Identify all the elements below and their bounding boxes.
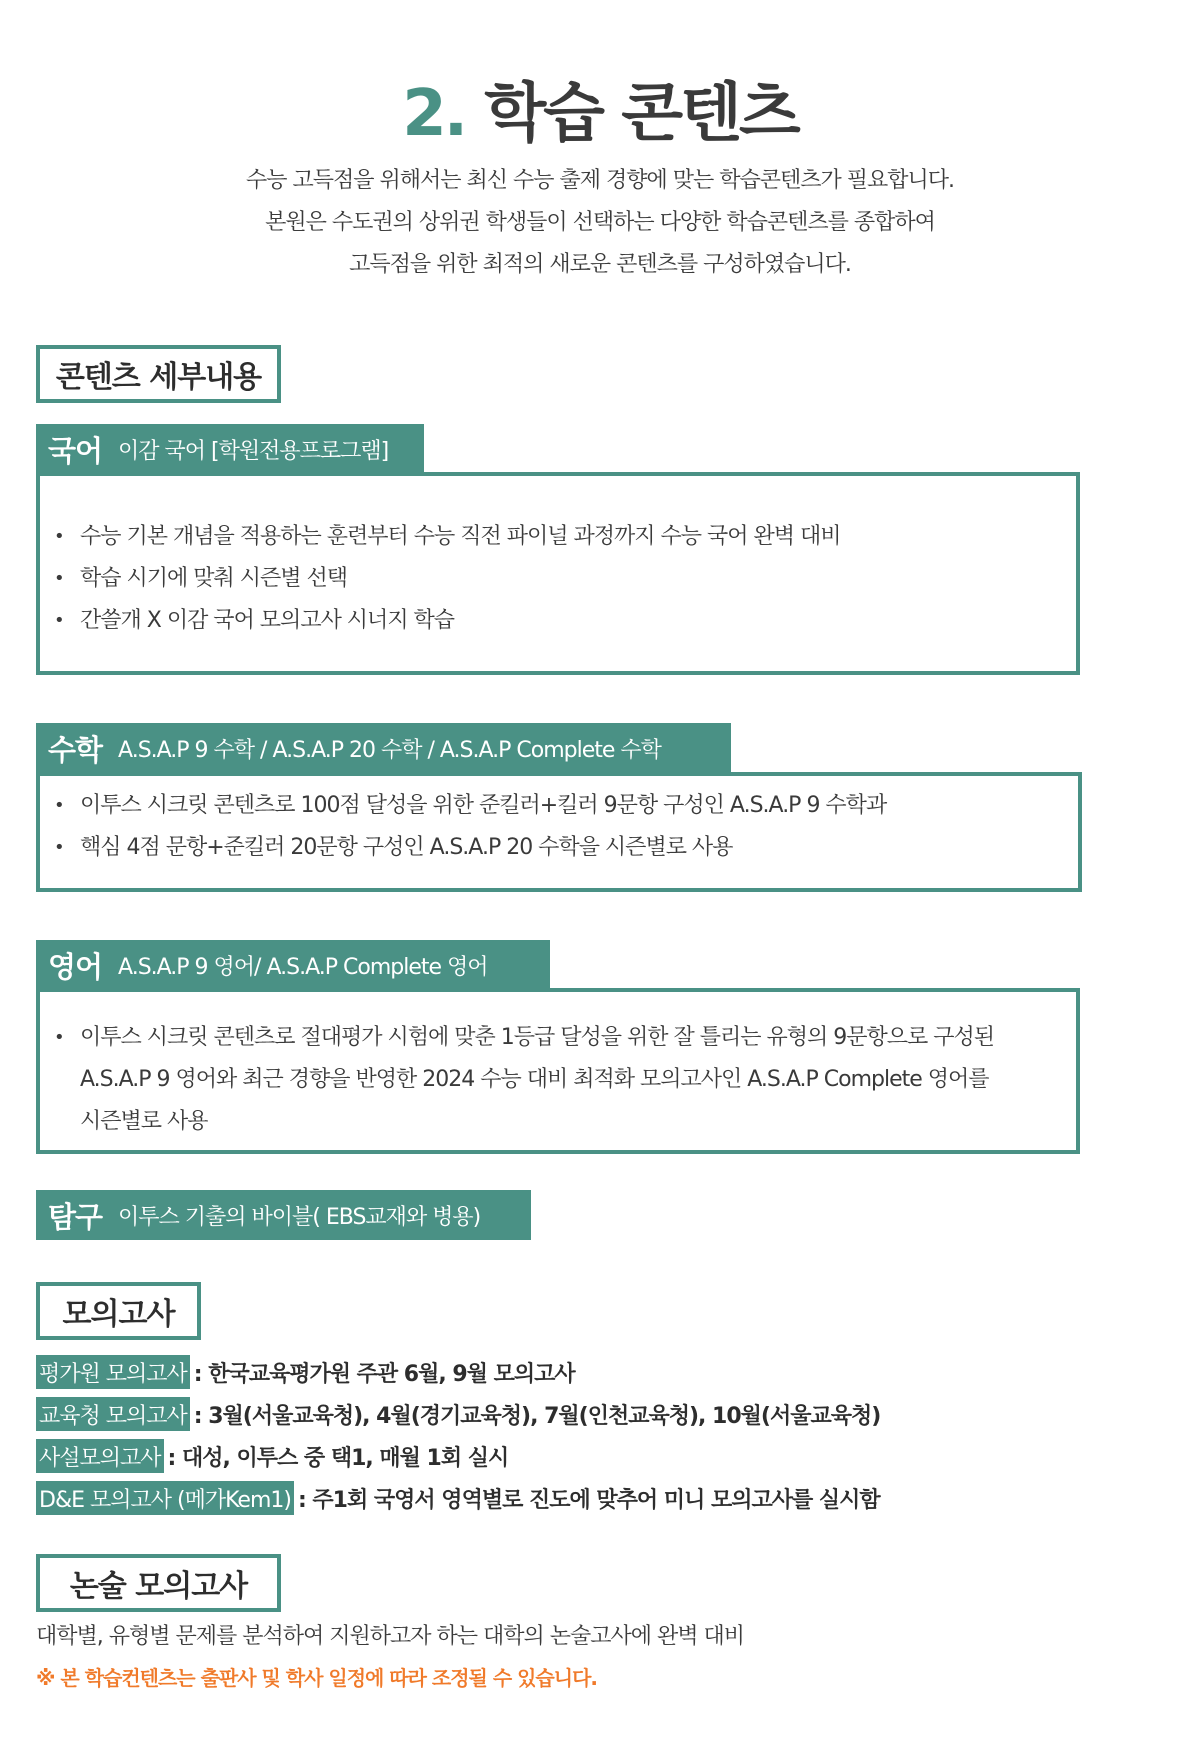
mock-exam-label: 사설모의고사 (36, 1439, 164, 1473)
korean-tab (36, 424, 424, 474)
mock-exam-text: : 주1회 국영서 영역별로 진도에 맞추어 미니 모의고사를 실시함 (297, 1487, 880, 1513)
mock-exam-row (36, 1438, 508, 1474)
inquiry-program: 이투스 기출의 바이블( EBS교재와 병용) (118, 1204, 481, 1230)
math-subject: 수학 (48, 732, 103, 767)
mock-exam-row (36, 1480, 880, 1516)
mock-exam-label: 평가원 모의고사 (36, 1355, 190, 1389)
list-item: • 이투스 시크릿 콘텐츠로 100점 달성을 위한 준킬러+킬러 9문항 구성인 A.S.A.P 9 수학과 (40, 785, 1078, 827)
intro-line: 본원은 수도권의 상위권 학생들이 선택하는 다양한 학습콘텐츠를 종합하여 (265, 210, 935, 235)
mock-exam-label: 교육청 모의고사 (36, 1397, 190, 1431)
english-tab (36, 940, 550, 990)
essay-heading: 논술 모의고사 (36, 1554, 281, 1612)
korean-list (40, 516, 1076, 642)
english-subject: 영어 (48, 949, 103, 984)
title-number: 2. (402, 77, 466, 151)
mock-exam-label: D&E 모의고사 (메가Kem1) (36, 1481, 294, 1515)
title-text: 학습 콘텐츠 (484, 77, 798, 151)
mock-exam-text: : 한국교육평가원 주관 6월, 9월 모의고사 (193, 1361, 575, 1387)
english-program: A.S.A.P 9 영어/ A.S.A.P Complete 영어 (118, 954, 488, 980)
inquiry-tab (36, 1190, 531, 1240)
math-list (40, 785, 1078, 869)
english-list (40, 1017, 1076, 1143)
adjustment-note: ※ 본 학습컨텐츠는 출판사 및 학사 일정에 따라 조정될 수 있습니다. (36, 1666, 597, 1690)
korean-box (36, 472, 1080, 675)
math-tab (36, 723, 731, 773)
intro-paragraph (0, 160, 1200, 286)
mock-exam-row (36, 1396, 880, 1432)
english-box (36, 988, 1080, 1154)
english-bullet-line: A.S.A.P 9 영어와 최근 경향을 반영한 2024 수능 대비 최적화 모의고사인 A.S.A.P Complete 영어를 (80, 1067, 989, 1092)
intro-line: 고득점을 위한 최적의 새로운 콘텐츠를 구성하였습니다. (349, 252, 851, 277)
math-program: A.S.A.P 9 수학 / A.S.A.P 20 수학 / A.S.A.P Complete 수학 (118, 737, 661, 763)
mock-exam-text: : 3월(서울교육청), 4월(경기교육청), 7월(인천교육청), 10월(서울교육청) (193, 1403, 881, 1429)
list-item: • 간쓸개 X 이감 국어 모의고사 시너지 학습 (40, 600, 1076, 642)
list-item (40, 1017, 1076, 1143)
mock-exam-row (36, 1354, 575, 1390)
page-title (0, 62, 1200, 154)
mock-exam-text: : 대성, 이투스 중 택1, 매월 1회 실시 (167, 1445, 509, 1471)
english-bullet-line: 이투스 시크릿 콘텐츠로 절대평가 시험에 맞춘 1등급 달성을 위한 잘 틀리는 유형의 9문항으로 구성된 (80, 1025, 994, 1050)
list-item: • 학습 시기에 맞춰 시즌별 선택 (40, 558, 1076, 600)
list-item: • 핵심 4점 문항+준킬러 20문항 구성인 A.S.A.P 20 수학을 시즌별로 사용 (40, 827, 1078, 869)
essay-text: 대학별, 유형별 문제를 분석하여 지원하고자 하는 대학의 논술고사에 완벽 대비 (36, 1624, 744, 1649)
inquiry-subject: 탐구 (48, 1199, 103, 1234)
math-box (36, 772, 1082, 892)
english-bullet-line: 시즌별로 사용 (80, 1109, 208, 1134)
mock-exam-heading: 모의고사 (36, 1282, 201, 1340)
intro-line: 수능 고득점을 위해서는 최신 수능 출제 경향에 맞는 학습콘텐츠가 필요합니다. (246, 168, 954, 193)
korean-subject: 국어 (48, 433, 103, 468)
content-details-heading: 콘텐츠 세부내용 (36, 345, 281, 403)
list-item: • 수능 기본 개념을 적용하는 훈련부터 수능 직전 파이널 과정까지 수능 국어 완벽 대비 (40, 516, 1076, 558)
korean-program: 이감 국어 [학원전용프로그램] (118, 438, 389, 464)
